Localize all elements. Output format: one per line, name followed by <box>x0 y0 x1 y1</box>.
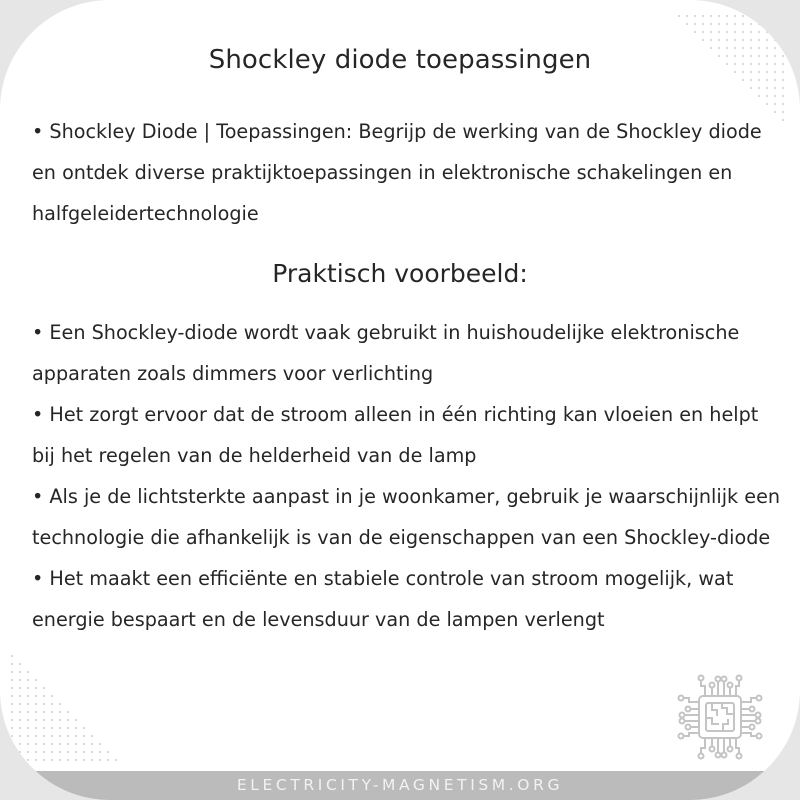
list-item: • Het maakt een efficiënte en stabiele controle van stroom mogelijk, wat energie bespaart en de levensduur van de lampen verlengt <box>32 567 734 631</box>
section-heading: Praktisch voorbeeld: <box>272 259 528 288</box>
microchip-icon <box>675 672 765 762</box>
example-list <box>32 312 782 640</box>
list-item: • Een Shockley-diode wordt vaak gebruikt in huishoudelijke elektronische apparaten zoals dimmers voor verlichting <box>32 321 740 385</box>
page-title: Shockley diode toepassingen <box>208 45 592 75</box>
intro-paragraph: • Shockley Diode | Toepassingen: Begrijp de werking van de Shockley diode en ontdek diverse praktijktoepassingen in elektronische schakelingen en halfgeleidertechnologie <box>32 120 762 225</box>
site-url: ELECTRICITY-MAGNETISM.ORG <box>236 776 564 794</box>
footer-band <box>0 771 800 800</box>
list-item: • Als je de lichtsterkte aanpast in je woonkamer, gebruik je waarschijnlijk een technologie die afhankelijk is van de eigenschappen van een Shockley-diode <box>32 485 781 549</box>
list-item: • Het zorgt ervoor dat de stroom alleen in één richting kan vloeien en helpt bij het regelen van de helderheid van de lamp <box>32 403 759 467</box>
